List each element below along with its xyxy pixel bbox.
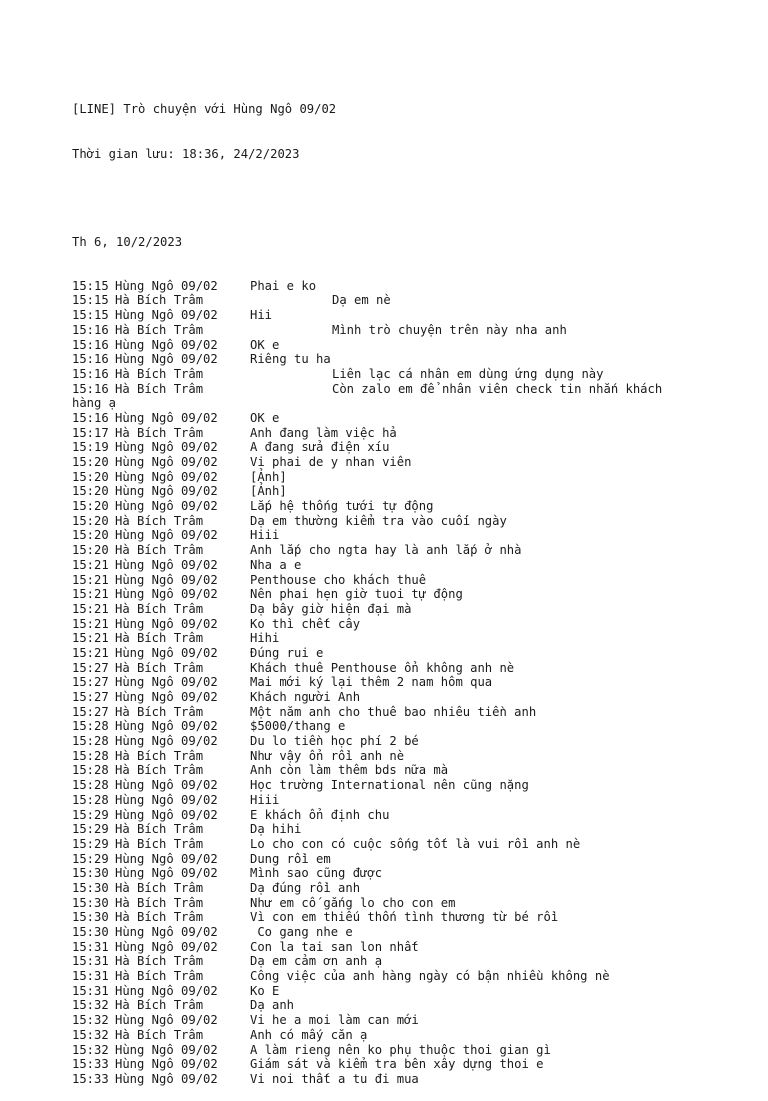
message-row: [72, 969, 712, 984]
message-row: [72, 719, 712, 734]
blank-line: [72, 191, 712, 206]
message-row: [72, 455, 712, 470]
message-row: [72, 279, 712, 294]
message-text: Vi phai de y nhan viên: [250, 455, 412, 470]
message-text: Đúng rui e: [250, 645, 324, 660]
message-time: 15:27: [72, 675, 109, 690]
message-time: 15:15: [72, 293, 109, 308]
message-time: 15:20: [72, 543, 109, 558]
message-sender: Hùng Ngô 09/02: [115, 866, 218, 881]
message-text: Lắp hệ thống tưới tự động: [250, 499, 434, 514]
message-text: Dạ em thường kiểm tra vào cuối ngày: [250, 513, 507, 528]
message-text: Du lo tiền học phí 2 bé: [250, 734, 419, 749]
message-row: [72, 705, 712, 720]
message-sender: Hùng Ngô 09/02: [115, 1071, 218, 1086]
message-sender: Hùng Ngô 09/02: [115, 557, 218, 572]
message-row: [72, 763, 712, 778]
message-row: [72, 499, 712, 514]
message-sender: Hà Bích Trâm: [115, 880, 204, 895]
message-row: [72, 778, 712, 793]
message-sender: Hùng Ngô 09/02: [115, 499, 218, 514]
message-sender: Hà Bích Trâm: [115, 763, 204, 778]
message-text: Anh đang làm việc hả: [250, 425, 397, 440]
message-row: [72, 1028, 712, 1043]
message-row: [72, 661, 712, 676]
message-sender: Hà Bích Trâm: [115, 954, 204, 969]
message-text: Penthouse cho khách thuê: [250, 572, 427, 587]
message-text: Anh có mấy căn ạ: [250, 1027, 368, 1042]
message-time: 15:21: [72, 557, 109, 572]
message-text: Khách thuê Penthouse ổn không anh nè: [250, 660, 515, 675]
message-text: Dạ em cảm ơn anh ạ: [250, 954, 383, 969]
message-time: 15:16: [72, 322, 109, 337]
message-time: 15:31: [72, 954, 109, 969]
message-sender: Hùng Ngô 09/02: [115, 440, 218, 455]
message-text: Công việc của anh hàng ngày có bận nhiều không nè: [250, 969, 610, 984]
message-sender: Hà Bích Trâm: [115, 704, 204, 719]
message-text: Anh lắp cho ngta hay là anh lắp ở nhà: [250, 543, 522, 558]
message-row: [72, 617, 712, 632]
message-text: Học trường International nên cũng nặng: [250, 778, 529, 793]
message-sender: Hùng Ngô 09/02: [115, 675, 218, 690]
message-text: Hihi: [250, 631, 280, 646]
message-text: Một năm anh cho thuê bao nhiêu tiền anh: [250, 704, 537, 719]
message-sender: Hà Bích Trâm: [115, 543, 204, 558]
message-row: [72, 925, 712, 940]
message-time: 15:20: [72, 499, 109, 514]
message-text: Hiii: [250, 792, 280, 807]
message-sender: Hà Bích Trâm: [115, 822, 204, 837]
message-row: [72, 514, 712, 529]
message-sender: Hà Bích Trâm: [115, 969, 204, 984]
message-time: 15:28: [72, 734, 109, 749]
message-time: 15:20: [72, 455, 109, 470]
message-sender: Hùng Ngô 09/02: [115, 1042, 218, 1057]
message-text: Mình sao cũng được: [250, 866, 383, 881]
message-time: 15:15: [72, 308, 109, 323]
message-row: [72, 573, 712, 588]
message-sender: Hùng Ngô 09/02: [115, 410, 218, 425]
message-row: [72, 749, 712, 764]
message-time: 15:21: [72, 645, 109, 660]
message-sender: Hà Bích Trâm: [115, 513, 204, 528]
message-sender: Hùng Ngô 09/02: [115, 939, 218, 954]
message-row: [72, 896, 712, 911]
message-time: 15:31: [72, 939, 109, 954]
message-sender: Hà Bích Trâm: [115, 366, 204, 381]
message-row: [72, 984, 712, 999]
message-row: [72, 308, 712, 323]
message-sender: Hùng Ngô 09/02: [115, 484, 218, 499]
message-row: [72, 484, 712, 499]
message-text: Nên phai hẹn giờ tuoi tự động: [250, 587, 463, 602]
message-row: [72, 323, 712, 338]
message-sender: Hùng Ngô 09/02: [115, 572, 218, 587]
message-text: E khách ổn định chu: [250, 807, 390, 822]
message-text: Dung rồi em: [250, 851, 331, 866]
message-sender: Hùng Ngô 09/02: [115, 616, 218, 631]
message-row: [72, 587, 712, 602]
message-text: Như em cố gắng lo cho con em: [250, 895, 456, 910]
message-time: 15:30: [72, 880, 109, 895]
message-row: [72, 837, 712, 852]
message-text: Vi he a moi làm can mới: [250, 1013, 419, 1028]
message-time: 15:32: [72, 1042, 109, 1057]
message-row: [72, 631, 712, 646]
message-row: [72, 426, 712, 441]
message-sender: Hùng Ngô 09/02: [115, 278, 218, 293]
message-text: Dạ đúng rồi anh: [250, 880, 361, 895]
message-time: 15:16: [72, 337, 109, 352]
message-sender: Hùng Ngô 09/02: [115, 807, 218, 822]
message-time: 15:21: [72, 587, 109, 602]
message-text: Vi noi thất a tu đi mua: [250, 1071, 419, 1086]
message-sender: Hùng Ngô 09/02: [115, 308, 218, 323]
message-time: 15:32: [72, 1027, 109, 1042]
message-sender: Hùng Ngô 09/02: [115, 983, 218, 998]
message-sender: Hà Bích Trâm: [115, 381, 204, 396]
message-time: 15:27: [72, 660, 109, 675]
message-time: 15:27: [72, 704, 109, 719]
message-time: 15:30: [72, 925, 109, 940]
message-row: [72, 352, 712, 367]
message-time: 15:21: [72, 601, 109, 616]
message-row: [72, 822, 712, 837]
message-time: 15:31: [72, 969, 109, 984]
message-text: Như vậy ổn rồi anh nè: [250, 748, 405, 763]
message-sender: Hùng Ngô 09/02: [115, 528, 218, 543]
message-sender: Hà Bích Trâm: [115, 322, 204, 337]
message-time: 15:20: [72, 484, 109, 499]
message-time: 15:28: [72, 719, 109, 734]
message-time: 15:16: [72, 381, 109, 396]
message-row: [72, 293, 712, 308]
message-row: [72, 382, 712, 397]
document-title: [LINE] Trò chuyện với Hùng Ngô 09/02: [72, 102, 337, 117]
message-time: 15:29: [72, 851, 109, 866]
message-row: [72, 954, 712, 969]
message-row: [72, 440, 712, 455]
message-time: 15:29: [72, 836, 109, 851]
chat-log-document: [72, 73, 712, 1101]
message-text: A làm rieng nên ko phụ thuộc thoi gian gì: [250, 1042, 551, 1057]
message-row: [72, 808, 712, 823]
message-time: 15:28: [72, 792, 109, 807]
message-row: [72, 646, 712, 661]
message-time: 15:30: [72, 895, 109, 910]
message-text: OK e: [250, 410, 280, 425]
message-row: [72, 1057, 712, 1072]
message-sender: Hà Bích Trâm: [115, 1027, 204, 1042]
message-text: Anh còn làm thêm bds nữa mà: [250, 763, 449, 778]
message-row: [72, 866, 712, 881]
message-row: [72, 602, 712, 617]
message-text: Dạ bây giờ hiện đại mà: [250, 601, 412, 616]
message-sender: Hùng Ngô 09/02: [115, 337, 218, 352]
message-row: [72, 910, 712, 925]
message-text: Vì con em thiếu thốn tình thương từ bé rồi: [250, 910, 559, 925]
message-time: 15:21: [72, 572, 109, 587]
message-row: [72, 411, 712, 426]
message-text: $5000/thang e: [250, 719, 346, 734]
message-text: Phai e ko: [250, 278, 317, 293]
message-time: 15:21: [72, 631, 109, 646]
message-sender: Hùng Ngô 09/02: [115, 455, 218, 470]
message-sender: Hà Bích Trâm: [115, 910, 204, 925]
message-text: Nha a e: [250, 557, 302, 572]
message-row: [72, 881, 712, 896]
message-text: Mình trò chuyện trên này nha anh: [332, 322, 567, 337]
message-row: [72, 367, 712, 382]
message-text: Riêng tu ha: [250, 352, 331, 367]
message-row: [72, 793, 712, 808]
message-sender: Hà Bích Trâm: [115, 895, 204, 910]
message-sender: Hùng Ngô 09/02: [115, 925, 218, 940]
message-time: 15:31: [72, 983, 109, 998]
message-sender: Hùng Ngô 09/02: [115, 778, 218, 793]
message-row: [72, 852, 712, 867]
message-time: 15:28: [72, 748, 109, 763]
message-text: Dạ anh: [250, 998, 295, 1013]
message-row: [72, 558, 712, 573]
message-time: 15:32: [72, 998, 109, 1013]
message-sender: Hà Bích Trâm: [115, 601, 204, 616]
message-time: 15:28: [72, 778, 109, 793]
message-text: Liên lạc cá nhân em dùng ứng dụng này: [332, 366, 604, 381]
message-row: [72, 1013, 712, 1028]
message-list: [72, 279, 712, 1087]
message-row: [72, 940, 712, 955]
message-sender: Hà Bích Trâm: [115, 748, 204, 763]
message-sender: Hùng Ngô 09/02: [115, 587, 218, 602]
message-sender: Hùng Ngô 09/02: [115, 645, 218, 660]
message-text: Con la tai san lon nhất: [250, 939, 419, 954]
message-text: A đang sửa điện xíu: [250, 440, 390, 455]
message-sender: Hùng Ngô 09/02: [115, 469, 218, 484]
message-row: [72, 470, 712, 485]
message-sender: Hùng Ngô 09/02: [115, 690, 218, 705]
saved-timestamp: Thời gian lưu: 18:36, 24/2/2023: [72, 146, 300, 161]
message-time: 15:30: [72, 866, 109, 881]
message-time: 15:27: [72, 690, 109, 705]
message-sender: Hùng Ngô 09/02: [115, 792, 218, 807]
message-text: Mai mới ký lại thêm 2 nam hôm qua: [250, 675, 493, 690]
message-sender: Hùng Ngô 09/02: [115, 719, 218, 734]
message-text: Ko thì chết cây: [250, 616, 361, 631]
message-row: [72, 1043, 712, 1058]
message-row: [72, 1072, 712, 1087]
date-header: Th 6, 10/2/2023: [72, 234, 183, 249]
message-text: Dạ hihi: [250, 822, 302, 837]
message-sender: Hà Bích Trâm: [115, 631, 204, 646]
message-time: 15:29: [72, 822, 109, 837]
message-time: 15:19: [72, 440, 109, 455]
message-time: 15:32: [72, 1013, 109, 1028]
message-text: Lo cho con có cuộc sống tốt là vui rồi anh nè: [250, 836, 581, 851]
message-text: [Ảnh]: [250, 484, 287, 499]
message-time: 15:33: [72, 1071, 109, 1086]
message-sender: Hùng Ngô 09/02: [115, 1013, 218, 1028]
message-text: Giám sát và kiểm tra bên xây dựng thoi e: [250, 1057, 544, 1072]
message-time: 15:20: [72, 469, 109, 484]
message-text: Khách người Anh: [250, 690, 361, 705]
message-sender: Hà Bích Trâm: [115, 836, 204, 851]
message-row: [72, 675, 712, 690]
message-sender: Hà Bích Trâm: [115, 998, 204, 1013]
message-sender: Hùng Ngô 09/02: [115, 1057, 218, 1072]
message-sender: Hà Bích Trâm: [115, 425, 204, 440]
message-time: 15:17: [72, 425, 109, 440]
message-row: [72, 690, 712, 705]
message-time: 15:29: [72, 807, 109, 822]
message-time: 15:28: [72, 763, 109, 778]
message-time: 15:20: [72, 513, 109, 528]
message-time: 15:21: [72, 616, 109, 631]
message-continuation: hàng ạ: [72, 396, 117, 411]
message-text: Ko E: [250, 983, 280, 998]
message-sender: Hà Bích Trâm: [115, 660, 204, 675]
message-sender: Hùng Ngô 09/02: [115, 352, 218, 367]
message-time: 15:20: [72, 528, 109, 543]
message-time: 15:33: [72, 1057, 109, 1072]
message-sender: Hùng Ngô 09/02: [115, 734, 218, 749]
message-text: [Ảnh]: [250, 469, 287, 484]
message-text: OK e: [250, 337, 280, 352]
message-time: 15:16: [72, 366, 109, 381]
message-text: Dạ em nè: [332, 293, 391, 308]
message-time: 15:30: [72, 910, 109, 925]
message-text: Hii: [250, 308, 273, 323]
message-time: 15:15: [72, 278, 109, 293]
message-row: [72, 528, 712, 543]
message-text: Còn zalo em để nhân viên check tin nhắn khách: [332, 381, 663, 396]
message-sender: Hà Bích Trâm: [115, 293, 204, 308]
message-text: Hiii: [250, 528, 280, 543]
message-text: Co gang nhe e: [250, 925, 353, 940]
message-sender: Hùng Ngô 09/02: [115, 851, 218, 866]
message-time: 15:16: [72, 352, 109, 367]
message-row: [72, 998, 712, 1013]
message-row: [72, 734, 712, 749]
message-row: [72, 543, 712, 558]
message-time: 15:16: [72, 410, 109, 425]
message-row: [72, 338, 712, 353]
